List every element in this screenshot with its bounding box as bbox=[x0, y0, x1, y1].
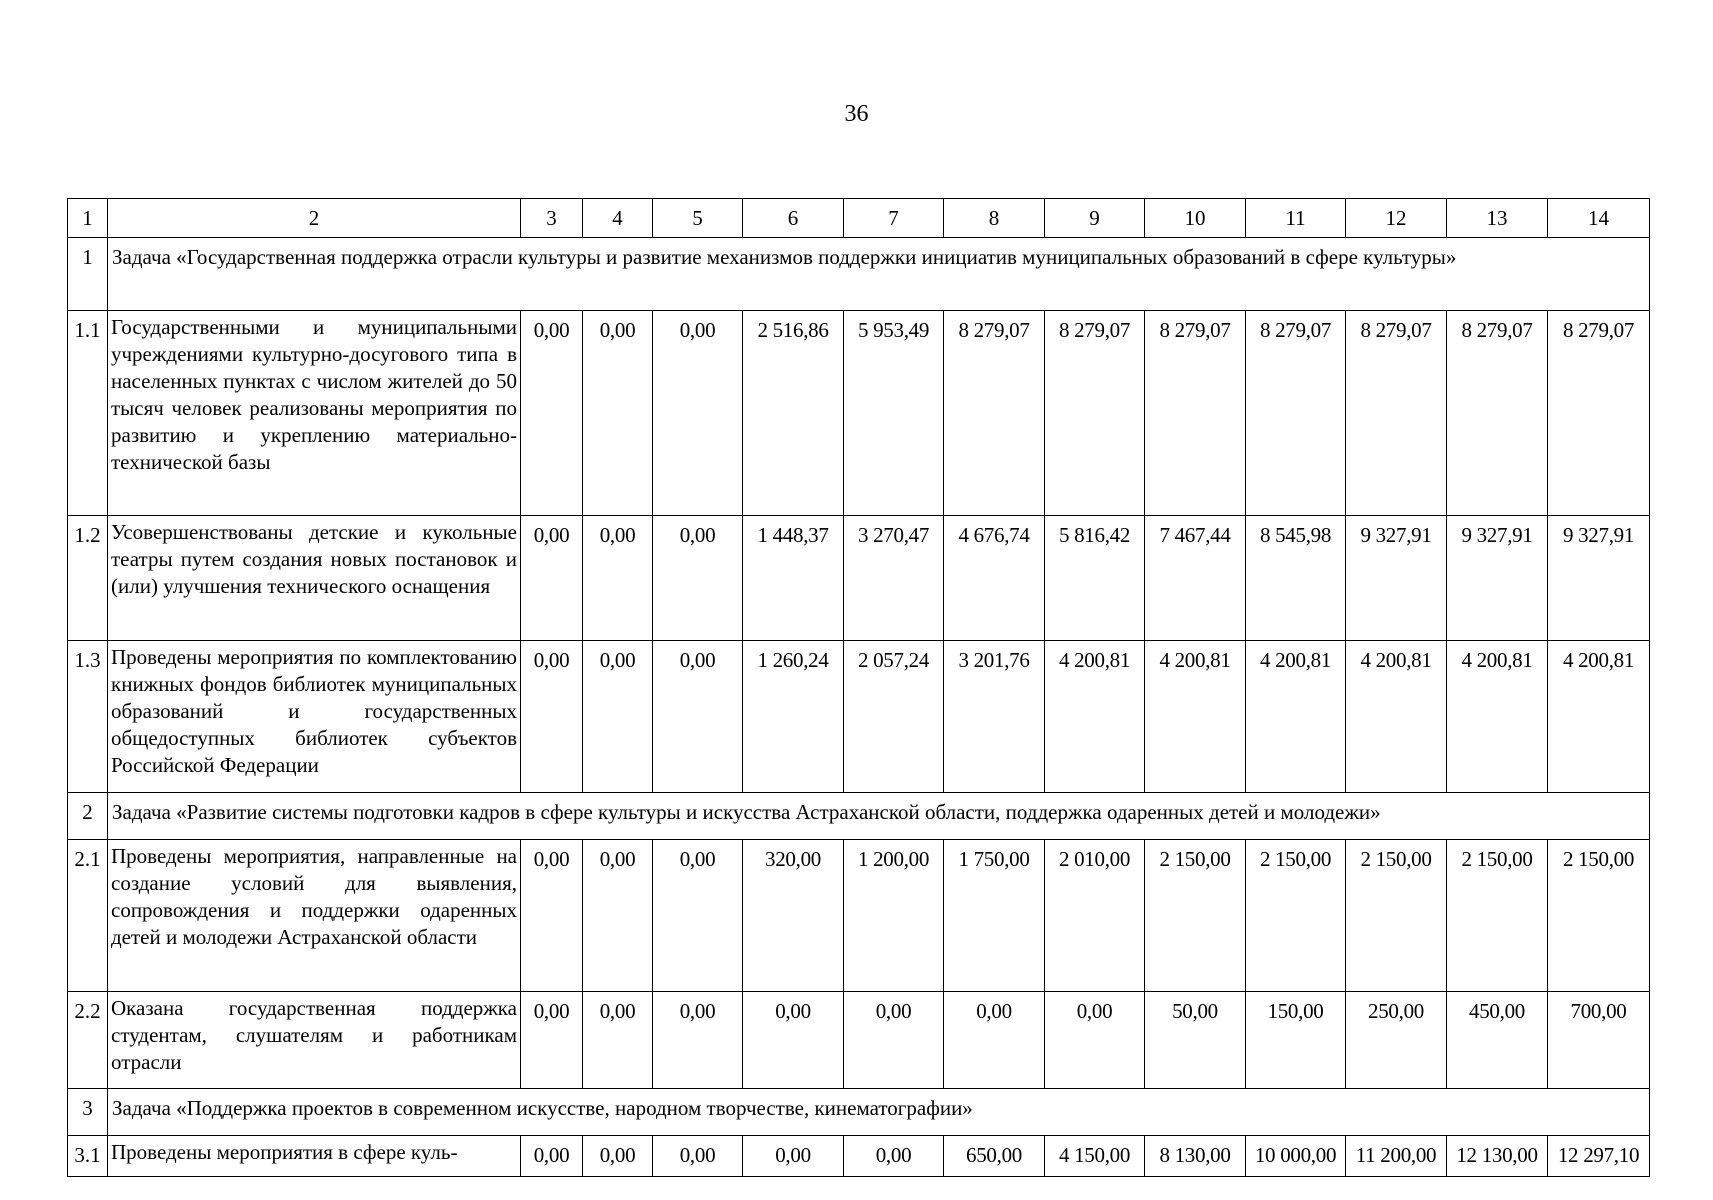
header-row bbox=[68, 199, 1650, 238]
value-cell: 0,00 bbox=[583, 641, 653, 793]
value-cell: 0,00 bbox=[521, 1136, 583, 1177]
value-cell: 4 200,81 bbox=[1447, 641, 1548, 793]
value-cell: 0,00 bbox=[844, 1136, 944, 1177]
value-cell: 5 953,49 bbox=[844, 311, 944, 516]
value-cell: 2 150,00 bbox=[1145, 840, 1246, 992]
value-cell: 3 201,76 bbox=[944, 641, 1045, 793]
value-cell: 0,00 bbox=[521, 311, 583, 516]
value-cell: 0,00 bbox=[521, 641, 583, 793]
task-title: Задача «Государственная поддержка отрасли культуры и развитие механизмов поддержки инициатив муниципальных образований в сфере культуры» bbox=[108, 238, 1650, 311]
value-cell: 8 279,07 bbox=[1447, 311, 1548, 516]
value-cell: 12 297,10 bbox=[1548, 1136, 1650, 1177]
value-cell: 8 279,07 bbox=[1548, 311, 1650, 516]
task-number: 3 bbox=[68, 1089, 108, 1136]
header-cell: 4 bbox=[583, 199, 653, 238]
header-cell: 8 bbox=[944, 199, 1045, 238]
data-table bbox=[67, 198, 1650, 1177]
task-row bbox=[68, 238, 1650, 311]
value-cell: 0,00 bbox=[521, 992, 583, 1089]
value-cell: 10 000,00 bbox=[1246, 1136, 1346, 1177]
value-cell: 3 270,47 bbox=[844, 516, 944, 641]
value-cell: 2 057,24 bbox=[844, 641, 944, 793]
header-cell: 13 bbox=[1447, 199, 1548, 238]
task-title: Задача «Поддержка проектов в современном искусстве, народном творчестве, кинематографии» bbox=[108, 1089, 1650, 1136]
value-cell: 50,00 bbox=[1145, 992, 1246, 1089]
value-cell: 450,00 bbox=[1447, 992, 1548, 1089]
header-cell: 5 bbox=[653, 199, 743, 238]
value-cell: 8 545,98 bbox=[1246, 516, 1346, 641]
row-number: 3.1 bbox=[68, 1136, 108, 1177]
table-row bbox=[68, 641, 1650, 793]
row-number: 2.2 bbox=[68, 992, 108, 1089]
table-row bbox=[68, 840, 1650, 992]
task-number: 1 bbox=[68, 238, 108, 311]
row-description: Оказана государственная поддержка студентам, слушателям и работникам отрасли bbox=[108, 992, 521, 1089]
value-cell: 9 327,91 bbox=[1447, 516, 1548, 641]
value-cell: 4 200,81 bbox=[1045, 641, 1145, 793]
task-row bbox=[68, 1089, 1650, 1136]
value-cell: 1 260,24 bbox=[743, 641, 844, 793]
table-row bbox=[68, 1136, 1650, 1177]
header-cell: 10 bbox=[1145, 199, 1246, 238]
table-body bbox=[68, 199, 1650, 1177]
value-cell: 8 279,07 bbox=[1246, 311, 1346, 516]
value-cell: 11 200,00 bbox=[1346, 1136, 1447, 1177]
value-cell: 9 327,91 bbox=[1346, 516, 1447, 641]
value-cell: 0,00 bbox=[583, 1136, 653, 1177]
table-row bbox=[68, 992, 1650, 1089]
value-cell: 0,00 bbox=[1045, 992, 1145, 1089]
value-cell: 0,00 bbox=[743, 1136, 844, 1177]
value-cell: 12 130,00 bbox=[1447, 1136, 1548, 1177]
value-cell: 4 676,74 bbox=[944, 516, 1045, 641]
row-number: 2.1 bbox=[68, 840, 108, 992]
row-description: Проведены мероприятия, направленные на создание условий для выявления, сопровождения и поддержки одаренных детей и молодежи Астраханской области bbox=[108, 840, 521, 992]
value-cell: 1 750,00 bbox=[944, 840, 1045, 992]
value-cell: 0,00 bbox=[521, 840, 583, 992]
value-cell: 0,00 bbox=[944, 992, 1045, 1089]
value-cell: 9 327,91 bbox=[1548, 516, 1650, 641]
header-cell: 12 bbox=[1346, 199, 1447, 238]
value-cell: 1 200,00 bbox=[844, 840, 944, 992]
header-cell: 7 bbox=[844, 199, 944, 238]
row-number: 1.1 bbox=[68, 311, 108, 516]
header-cell: 1 bbox=[68, 199, 108, 238]
row-number: 1.3 bbox=[68, 641, 108, 793]
row-description: Проведены мероприятия в сфере куль- bbox=[108, 1136, 521, 1177]
page-number: 36 bbox=[844, 101, 869, 127]
value-cell: 0,00 bbox=[521, 516, 583, 641]
value-cell: 0,00 bbox=[583, 840, 653, 992]
value-cell: 0,00 bbox=[653, 516, 743, 641]
table-row bbox=[68, 516, 1650, 641]
value-cell: 4 200,81 bbox=[1548, 641, 1650, 793]
value-cell: 700,00 bbox=[1548, 992, 1650, 1089]
value-cell: 0,00 bbox=[653, 840, 743, 992]
value-cell: 8 279,07 bbox=[1045, 311, 1145, 516]
table-row bbox=[68, 311, 1650, 516]
value-cell: 2 150,00 bbox=[1548, 840, 1650, 992]
task-number: 2 bbox=[68, 793, 108, 840]
value-cell: 650,00 bbox=[944, 1136, 1045, 1177]
value-cell: 0,00 bbox=[583, 992, 653, 1089]
value-cell: 0,00 bbox=[653, 311, 743, 516]
header-cell: 2 bbox=[108, 199, 521, 238]
header-cell: 3 bbox=[521, 199, 583, 238]
value-cell: 5 816,42 bbox=[1045, 516, 1145, 641]
value-cell: 250,00 bbox=[1346, 992, 1447, 1089]
value-cell: 0,00 bbox=[844, 992, 944, 1089]
value-cell: 0,00 bbox=[743, 992, 844, 1089]
value-cell: 8 279,07 bbox=[944, 311, 1045, 516]
header-cell: 9 bbox=[1045, 199, 1145, 238]
value-cell: 8 130,00 bbox=[1145, 1136, 1246, 1177]
value-cell: 2 150,00 bbox=[1346, 840, 1447, 992]
value-cell: 4 200,81 bbox=[1145, 641, 1246, 793]
value-cell: 2 516,86 bbox=[743, 311, 844, 516]
row-number: 1.2 bbox=[68, 516, 108, 641]
value-cell: 0,00 bbox=[583, 311, 653, 516]
value-cell: 0,00 bbox=[583, 516, 653, 641]
value-cell: 0,00 bbox=[653, 992, 743, 1089]
header-cell: 6 bbox=[743, 199, 844, 238]
row-description: Проведены мероприятия по комплектованию книжных фондов библиотек муниципальных образований и государственных общедоступных библиотек субъектов Российской Федерации bbox=[108, 641, 521, 793]
value-cell: 1 448,37 bbox=[743, 516, 844, 641]
row-description: Усовершенствованы детские и кукольные театры путем создания новых постановок и (или) улучшения технического оснащения bbox=[108, 516, 521, 641]
value-cell: 4 150,00 bbox=[1045, 1136, 1145, 1177]
value-cell: 150,00 bbox=[1246, 992, 1346, 1089]
header-cell: 11 bbox=[1246, 199, 1346, 238]
header-cell: 14 bbox=[1548, 199, 1650, 238]
task-title: Задача «Развитие системы подготовки кадров в сфере культуры и искусства Астраханской области, поддержка одаренных детей и молодежи» bbox=[108, 793, 1650, 840]
value-cell: 8 279,07 bbox=[1145, 311, 1246, 516]
value-cell: 2 150,00 bbox=[1246, 840, 1346, 992]
value-cell: 0,00 bbox=[653, 641, 743, 793]
task-row bbox=[68, 793, 1650, 840]
value-cell: 320,00 bbox=[743, 840, 844, 992]
value-cell: 8 279,07 bbox=[1346, 311, 1447, 516]
value-cell: 0,00 bbox=[653, 1136, 743, 1177]
value-cell: 4 200,81 bbox=[1246, 641, 1346, 793]
value-cell: 2 010,00 bbox=[1045, 840, 1145, 992]
value-cell: 7 467,44 bbox=[1145, 516, 1246, 641]
row-description: Государственными и муниципальными учреждениями культурно-досугового типа в населенных пунктах с числом жителей до 50 тысяч человек реализованы мероприятия по развитию и укреплению материально-технической базы bbox=[108, 311, 521, 516]
value-cell: 2 150,00 bbox=[1447, 840, 1548, 992]
value-cell: 4 200,81 bbox=[1346, 641, 1447, 793]
